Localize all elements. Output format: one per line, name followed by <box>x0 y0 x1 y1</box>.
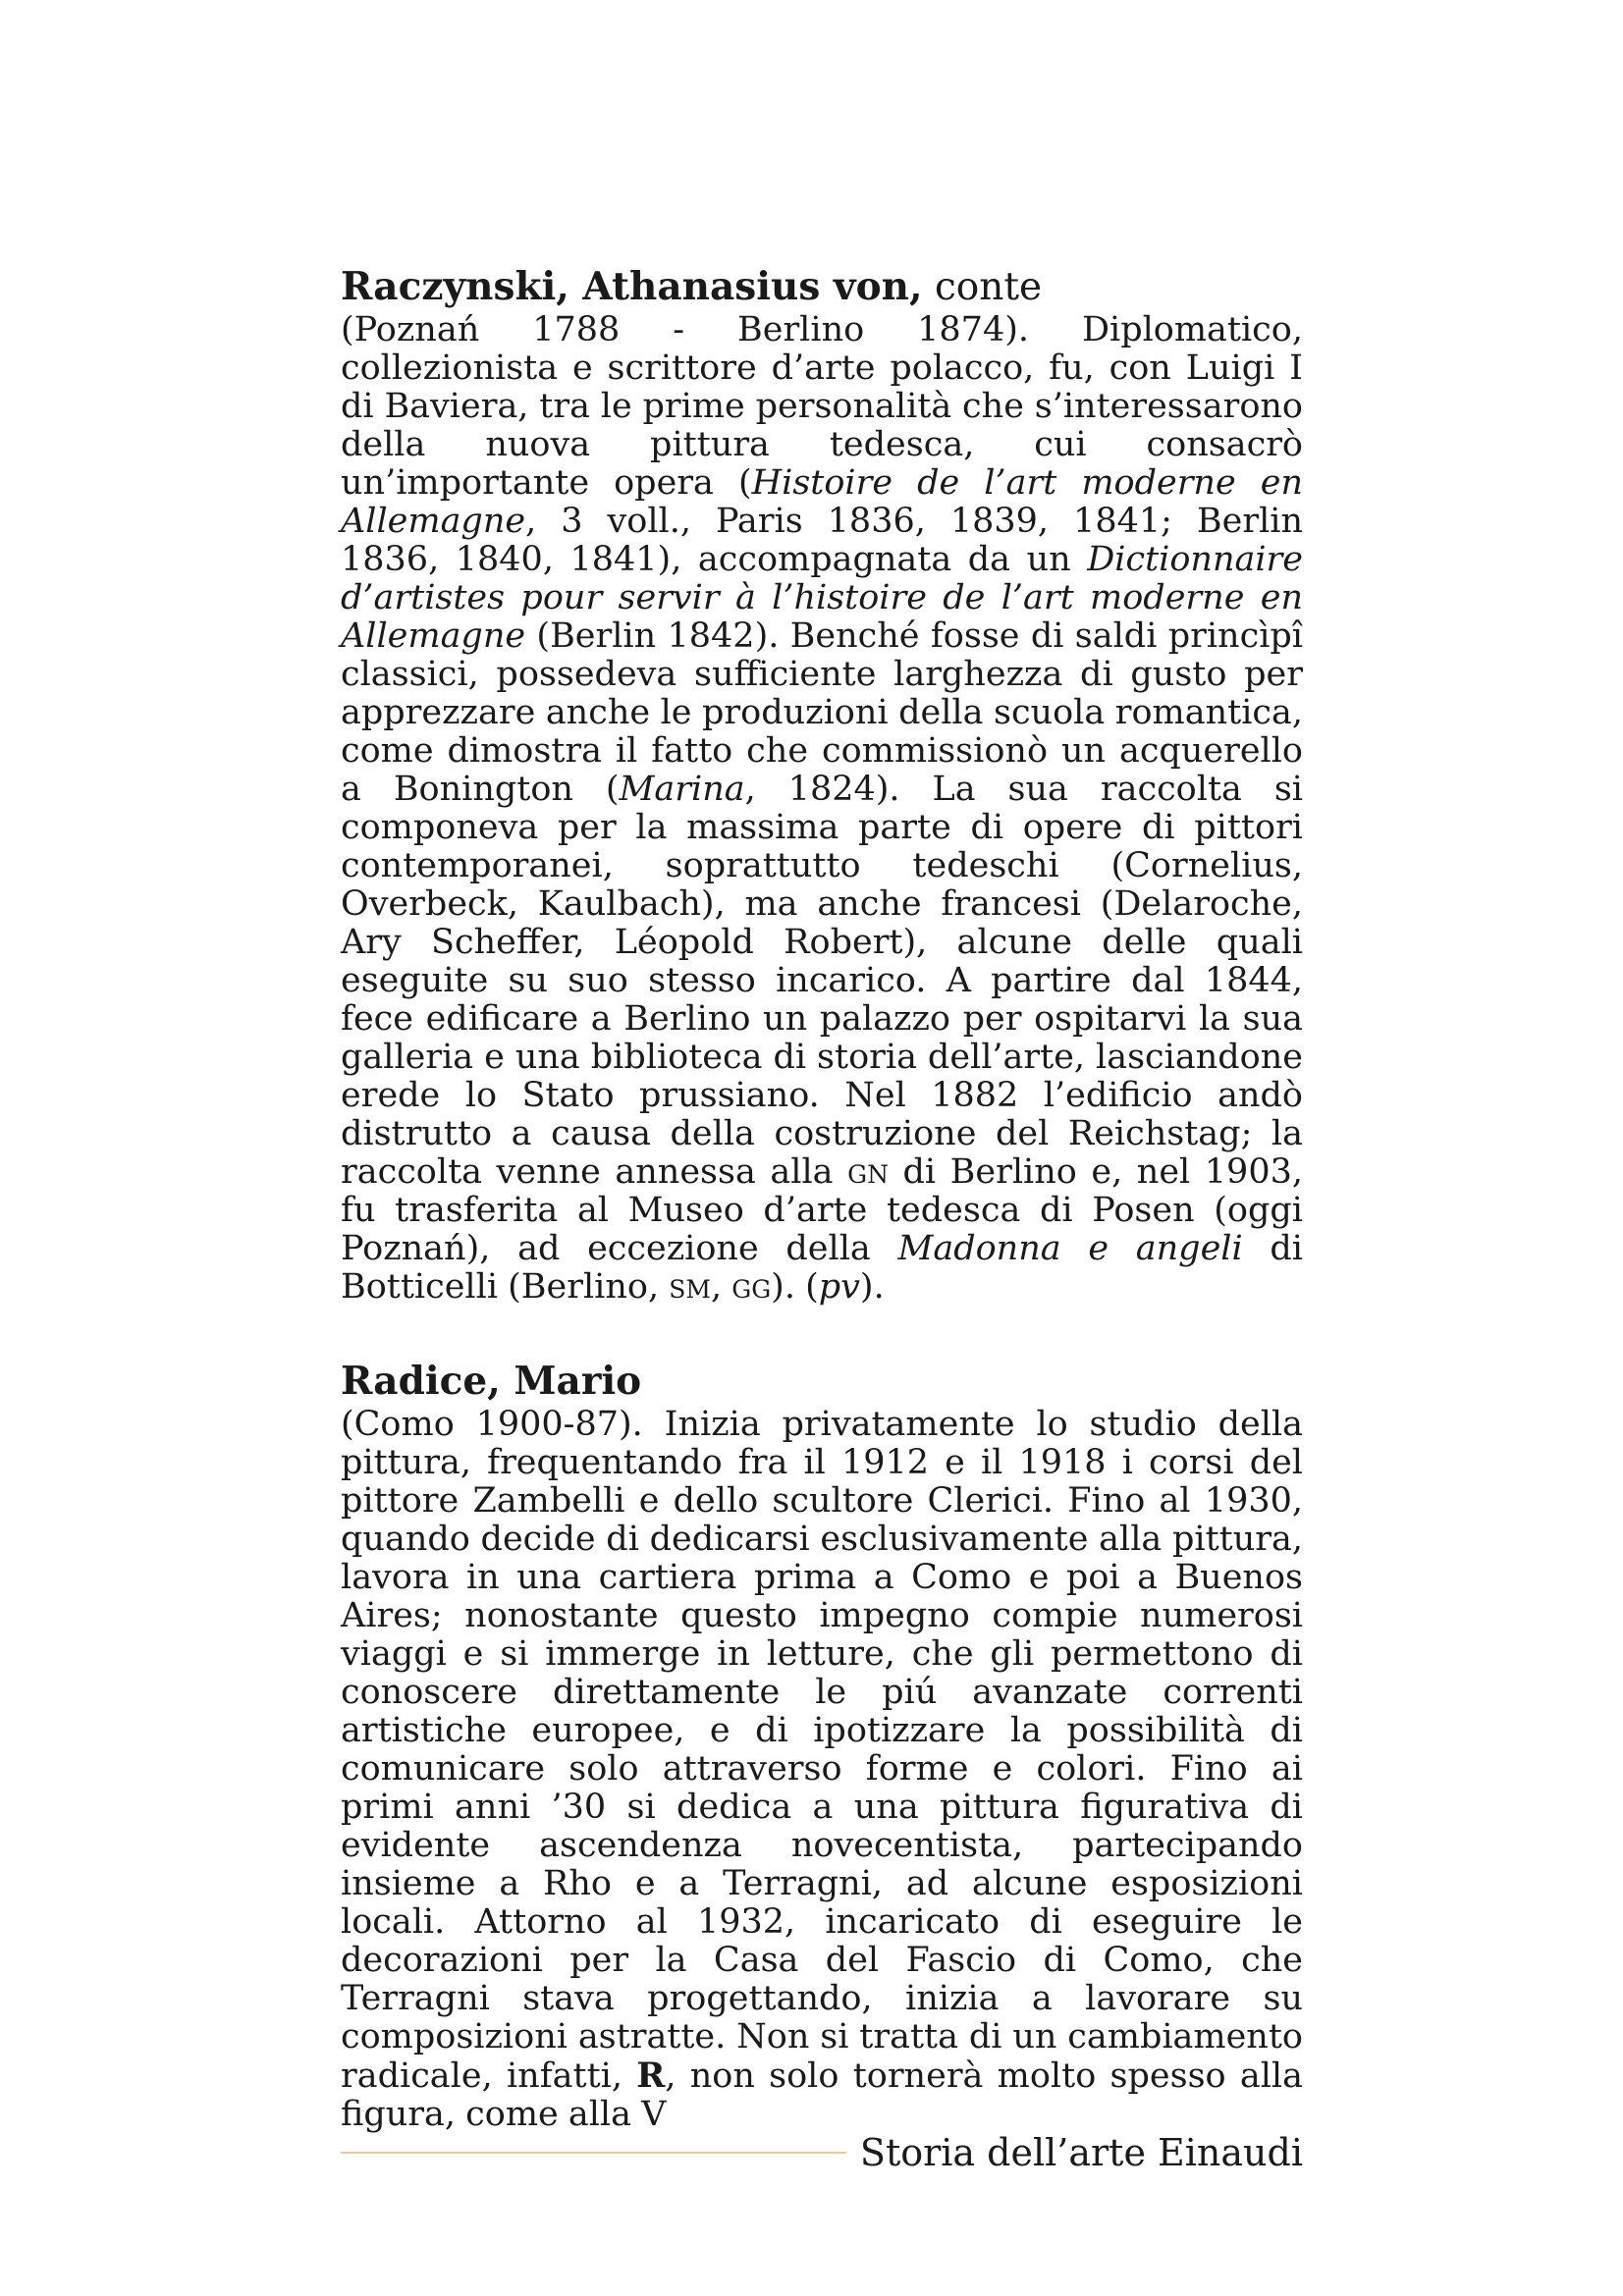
entry-name: Raczynski, Athanasius von, <box>341 264 923 309</box>
body-text: , non solo tornerà molto spesso alla figura, come alla V <box>341 2056 1303 2134</box>
italic-title-text: Dictionnaire d’artistes pour servir à l’histoire de l’art moderne en Allemagne <box>341 540 1303 656</box>
italic-title-text: Histoire de l’art moderne en Allemagne <box>341 463 1303 541</box>
body-text: di Berlino e, nel 1903, fu trasferita al Museo d’arte tedesca di Posen (oggi Poznań), ad eccezione della <box>341 1152 1303 1268</box>
page-footer <box>341 2128 1303 2177</box>
bold-initial-text: R <box>636 2056 666 2096</box>
abbreviation-text: gn <box>847 1152 889 1192</box>
italic-title-text: pv <box>818 1267 860 1307</box>
entry-radice <box>341 1360 1303 2134</box>
entry-heading <box>341 265 1303 309</box>
entry-body <box>341 311 1303 1307</box>
abbreviation-text: sm <box>669 1267 711 1307</box>
abbreviation-text: gg <box>731 1267 772 1307</box>
italic-title-text: Madonna e angeli <box>897 1229 1243 1268</box>
entry-raczynski <box>341 265 1303 1307</box>
entry-name: Radice, Mario <box>341 1359 642 1404</box>
footer-publisher-text: Storia dell’arte Einaudi <box>859 2131 1303 2174</box>
page-content <box>341 265 1303 2134</box>
body-text: (Poznań 1788 - Berlino 1874). Diplomatico, collezionista e scrittore d’arte polacco, fu, con Luigi I di Baviera, tra le prime personalità che s’interessarono della nuova pittura tedesca, cui consacrò un’importante opera ( <box>341 310 1303 503</box>
body-text: ). ( <box>771 1267 819 1307</box>
italic-title-text: Marina <box>619 770 745 809</box>
entry-title-suffix: conte <box>922 265 1043 309</box>
body-text: , 1824). La sua raccolta si componeva per la massima parte di opere di pittori contemporanei, soprattutto tedeschi (Cornelius, Overbeck, Kaulbach), ma anche francesi (Delaroche, Ary Scheffer, Léopold Robert), alcune delle quali eseguite su suo stesso incarico. A partire dal 1844, fece edificare a Berlino un palazzo per ospitarvi la sua galleria e una biblioteca di storia dell’arte, lasciandone erede lo Stato prussiano. Nel 1882 l’edificio andò distrutto a causa della costruzione del Reichstag; la raccolta venne annessa alla <box>341 770 1303 1192</box>
body-text: , <box>710 1267 732 1307</box>
body-text: ). <box>859 1267 885 1307</box>
body-text: , 3 voll., Paris 1836, 1839, 1841; Berlin 1836, 1840, 1841), accompagnata da un <box>341 502 1303 579</box>
entry-heading <box>341 1360 1303 1404</box>
body-text: (Berlin 1842). Benché fosse di saldi princìpî classici, possedeva sufficiente larghezza di gusto per apprezzare anche le produzioni della scuola romantica, come dimostra il fatto che commissionò un acquerello a Bonington ( <box>341 616 1303 809</box>
body-text: (Como 1900-87). Inizia privatamente lo studio della pittura, frequentando fra il 1912 e il 1918 i corsi del pittore Zambelli e dello scultore Clerici. Fino al 1930, quando decide di dedicarsi esclusivamente alla pittura, lavora in una cartiera prima a Como e poi a Buenos Aires; nonostante questo impegno compie numerosi viaggi e si immerge in letture, che gli permettono di conoscere direttamente le piú avanzate correnti artistiche europee, e di ipotizzare la possibilità di comunicare solo attraverso forme e colori. Fino ai primi anni ’30 si dedica a una pittura figurativa di evidente ascendenza novecentista, partecipando insieme a Rho e a Terragni, ad alcune esposizioni locali. Attorno al 1932, incaricato di eseguire le decorazioni per la Casa del Fascio di Como, che Terragni stava progettando, inizia a lavorare su composizioni astratte. Non si tratta di un cambiamento radicale, infatti, <box>341 1405 1303 2096</box>
footer-rule <box>341 2152 846 2154</box>
entry-body <box>341 1406 1303 2134</box>
body-text: di Botticelli (Berlino, <box>341 1229 1304 1307</box>
